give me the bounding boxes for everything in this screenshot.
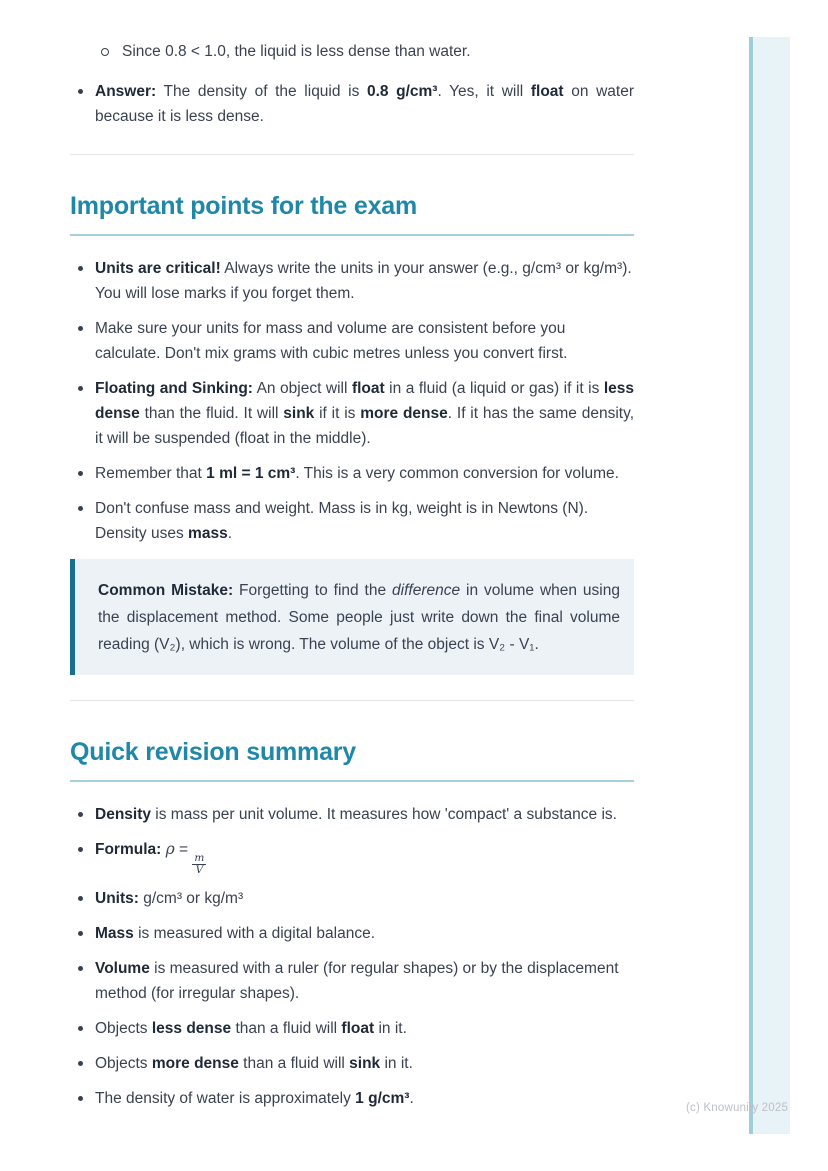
text-segment: Objects <box>95 1020 152 1037</box>
text-segment: 0.8 g/cm³ <box>366 83 438 100</box>
list-item-since <box>70 39 634 64</box>
text-segment: less dense <box>151 1020 232 1037</box>
text-segment: The density of the liquid is <box>156 83 367 100</box>
text-segment: g/cm³ or kg/m³ <box>138 890 244 907</box>
bullet-icon <box>78 847 83 852</box>
bullet-icon <box>78 1096 83 1101</box>
bullet-icon <box>78 896 83 901</box>
list-item-units-critical <box>70 256 634 306</box>
bullet-icon <box>78 266 83 271</box>
text-segment: Remember that <box>95 465 207 482</box>
text-segment: = <box>174 841 193 858</box>
text-segment: in a fluid (a liquid or gas) if it is <box>384 380 604 397</box>
text-segment: in it. <box>374 1020 407 1037</box>
bullet-text <box>95 376 634 451</box>
list-item-mass <box>70 921 634 946</box>
bullet-icon <box>78 931 83 936</box>
section-divider <box>70 700 634 701</box>
text-segment: in it. <box>380 1055 413 1072</box>
text-segment: is mass per unit volume. It measures how 'compact' a substance is. <box>151 806 617 823</box>
list-item-less-dense <box>70 1016 634 1041</box>
callout-text <box>98 577 620 658</box>
bullet-icon <box>78 386 83 391</box>
bullet-icon <box>78 812 83 817</box>
bullet-icon <box>78 1061 83 1066</box>
bullet-text <box>95 1051 634 1076</box>
text-segment: if it is <box>314 405 361 422</box>
bullet-text <box>95 886 634 911</box>
text-segment: than the fluid. It will <box>139 405 284 422</box>
text-segment: more dense <box>151 1055 239 1072</box>
text-segment: Make sure your units for mass and volume are consistent before you calculate. Don't mix grams with cubic metres unless you convert first. <box>95 320 568 362</box>
bullet-text <box>95 316 634 366</box>
right-highlight-bar <box>749 37 790 1134</box>
fraction-m-over-v <box>192 853 206 876</box>
bullet-icon <box>78 89 83 94</box>
text-segment: . <box>227 525 233 542</box>
text-segment: 1 g/cm³ <box>355 1090 410 1107</box>
watermark: (c) Knowunity 2025 <box>686 1102 789 1114</box>
list-item-formula <box>70 837 634 876</box>
bullet-text <box>95 461 634 486</box>
text-segment: An object will <box>252 380 352 397</box>
text-segment: Mass <box>95 925 134 942</box>
document-content <box>70 0 634 1111</box>
text-segment: is measured with a ruler (for regular shapes) or by the displacement method (for irregular shapes). <box>95 960 619 1002</box>
bullet-text <box>95 1016 634 1041</box>
text-segment: Answer: <box>95 83 157 100</box>
bullet-text <box>122 39 634 64</box>
text-segment: sink <box>349 1055 381 1072</box>
list-item-more-dense <box>70 1051 634 1076</box>
list-item-volume <box>70 956 634 1006</box>
bullet-icon <box>78 506 83 511</box>
bullet-text <box>95 956 634 1006</box>
bullet-text <box>95 256 634 306</box>
bullet-icon <box>78 1026 83 1031</box>
bullet-text <box>95 496 634 546</box>
text-segment: Common Mistake: <box>98 582 234 599</box>
text-segment: less dense <box>95 380 635 422</box>
section-heading-exam: Important points for the exam <box>70 191 634 236</box>
list-item-mass-weight <box>70 496 634 546</box>
text-segment: on water because it is less dense. <box>95 83 634 125</box>
text-segment: float <box>341 1020 375 1037</box>
text-segment: Formula: <box>95 841 162 858</box>
fraction-denominator: V <box>195 864 204 876</box>
list-item-density-def <box>70 802 634 827</box>
bullet-text <box>95 79 634 129</box>
text-segment: than a fluid will <box>231 1020 342 1037</box>
text-segment: is measured with a digital balance. <box>133 925 376 942</box>
list-item-units <box>70 886 634 911</box>
text-segment: . Yes, it will <box>437 83 531 100</box>
text-segment: mass <box>188 525 228 542</box>
bullet-icon <box>78 966 83 971</box>
list-item-floating-sinking <box>70 376 634 451</box>
list-item-answer <box>70 79 634 129</box>
text-segment: Floating and Sinking: <box>95 380 253 397</box>
text-segment: Objects <box>95 1055 152 1072</box>
text-segment: . This is a very common conversion for volume. <box>295 465 619 482</box>
bullet-text <box>95 837 634 876</box>
text-segment: Since 0.8 < 1.0, the liquid is less dense than water. <box>122 43 471 60</box>
callout-common-mistake <box>70 559 634 675</box>
text-segment: float <box>530 83 564 100</box>
text-segment: . If it has the same density, it will be suspended (float in the middle). <box>95 405 635 447</box>
list-item-ml-conversion <box>70 461 634 486</box>
text-segment: Forgetting to find the <box>233 582 393 599</box>
text-segment: float <box>351 380 385 397</box>
list-item-consistent-units <box>70 316 634 366</box>
text-segment: Volume <box>95 960 150 977</box>
bullet-text <box>95 1086 634 1111</box>
circle-bullet-icon <box>101 48 109 56</box>
text-segment: Units: <box>95 890 139 907</box>
section-heading-summary: Quick revision summary <box>70 737 634 782</box>
text-segment: difference <box>392 582 461 599</box>
text-segment: . <box>409 1090 414 1107</box>
text-segment: Density <box>95 806 151 823</box>
list-item-water-density <box>70 1086 634 1111</box>
text-segment: 1 ml = 1 cm³ <box>206 465 296 482</box>
bullet-icon <box>78 471 83 476</box>
text-segment: than a fluid will <box>238 1055 350 1072</box>
rho-symbol: ρ <box>165 840 175 858</box>
text-segment: Units are critical! <box>95 260 221 277</box>
fraction-numerator: m <box>194 852 205 864</box>
text-segment: in volume when using the displacement method. Some people just write down the final volume reading (V₂), which is wrong. The volume of the object is V₂ - V₁. <box>98 582 620 653</box>
text-segment: Don't confuse mass and weight. Mass is in kg, weight is in Newtons (N). Density uses <box>95 500 589 542</box>
bullet-text <box>95 921 634 946</box>
bullet-icon <box>78 326 83 331</box>
bullet-text <box>95 802 634 827</box>
text-segment: The density of water is approximately <box>95 1090 356 1107</box>
text-segment: sink <box>283 405 315 422</box>
text-segment: Always write the units in your answer (e.g., g/cm³ or kg/m³). You will lose marks if you forget them. <box>95 260 632 302</box>
text-segment: more dense <box>360 405 448 422</box>
section-divider <box>70 154 634 155</box>
